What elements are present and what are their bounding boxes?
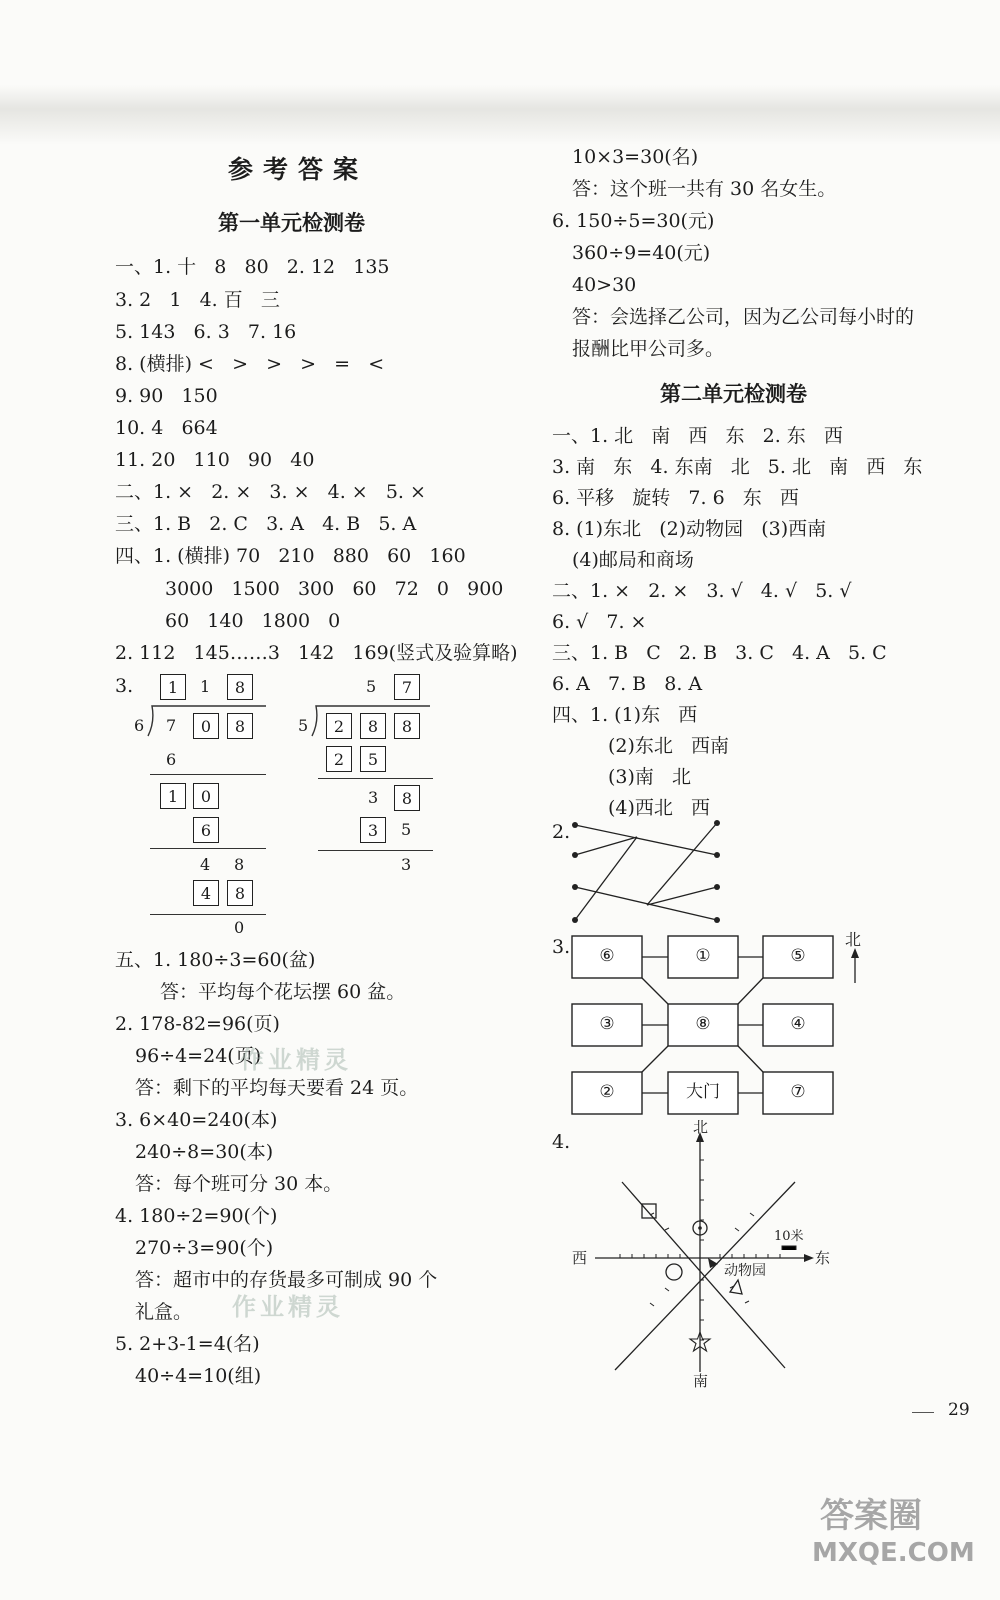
answer-line: 40>30	[572, 274, 637, 296]
page-number-dash	[912, 1412, 934, 1413]
quotient-digit-box: 7	[394, 674, 420, 700]
final-remainder: 0	[234, 918, 245, 937]
page-title: 参考答案	[228, 155, 369, 184]
compass-east-label: 东	[815, 1249, 831, 1267]
answer-line: 40÷4=10(组)	[135, 1365, 262, 1387]
answer-line: 四、1. (1)东 西	[552, 704, 698, 726]
quotient-digit-box: 1	[160, 674, 186, 700]
answer-line: 6. 150÷5=30(元)	[552, 210, 715, 232]
answer-line: 答：剩下的平均每天要看 24 页。	[135, 1077, 419, 1099]
answer-line: 二、1. × 2. × 3. √ 4. √ 5. √	[552, 580, 852, 602]
compass-north-label: 北	[693, 1120, 709, 1136]
dividend-digit-box: 2	[326, 713, 352, 739]
answer-line: 10. 4 664	[115, 417, 218, 439]
watermark-url-text: MXQE.COM	[812, 1538, 975, 1568]
remainder-digit: 3	[368, 788, 379, 807]
answer-line: 4. 180÷2=90(个)	[115, 1205, 278, 1227]
remainder-digit: 8	[234, 855, 245, 874]
answer-line: 答：每个班可分 30 本。	[135, 1173, 343, 1195]
map-cell-label: ③	[599, 1014, 615, 1034]
step-box: 3	[360, 817, 386, 843]
unit1-title: 第一单元检测卷	[218, 210, 365, 235]
answer-line: 96÷4=24(页)	[135, 1045, 262, 1067]
dividend-digit-box: 0	[193, 713, 219, 739]
answer-line: (3)南 北	[608, 766, 692, 788]
divisor: 5	[298, 716, 309, 735]
matching-lines-diagram	[565, 815, 735, 930]
division-rule	[318, 778, 433, 779]
answer-line: 2. 112 145……3 142 169(竖式及验算略)	[115, 642, 518, 664]
answer-line: 三、1. B 2. C 3. A 4. B 5. A	[115, 513, 417, 535]
remainder-digit: 4	[200, 855, 211, 874]
answer-line: 3. 6×40=240(本)	[115, 1109, 278, 1131]
question-label: 4.	[552, 1131, 571, 1153]
answer-line: 9. 90 150	[115, 385, 218, 407]
answer-line: 5. 143 6. 3 7. 16	[115, 321, 297, 343]
remainder-box: 1	[160, 783, 186, 809]
watermark-text: 作业精灵	[240, 1046, 352, 1074]
answer-line: 270÷3=90(个)	[135, 1237, 274, 1259]
divisor: 6	[134, 716, 145, 735]
step-digit: 5	[401, 820, 412, 839]
map-cell-label: ①	[695, 946, 711, 966]
compass-west-label: 西	[572, 1249, 588, 1267]
answer-line: 二、1. × 2. × 3. × 4. × 5. ×	[115, 481, 426, 503]
answer-line: (4)西北 西	[608, 797, 711, 819]
answer-line: 一、1. 十 8 80 2. 12 135	[115, 256, 390, 278]
question-label: 2.	[552, 821, 571, 843]
division-rule	[150, 914, 266, 915]
watermark-logo-text: 答案圈	[820, 1496, 922, 1536]
map-cell-label: ②	[599, 1082, 615, 1102]
division-rule	[150, 848, 266, 849]
answer-line: 3. 南 东 4. 东南 北 5. 北 南 西 东	[552, 456, 923, 478]
answer-line: 答：平均每个花坛摆 60 盆。	[160, 981, 406, 1003]
dividend-digit-box: 8	[360, 713, 386, 739]
map-cell-label: ⑧	[695, 1014, 711, 1034]
dividend-digit-box: 8	[227, 713, 253, 739]
map-cell-label: ④	[790, 1014, 806, 1034]
answer-line: 3.	[115, 675, 134, 697]
quotient-digit-box: 8	[227, 674, 253, 700]
compass-south-label: 南	[693, 1372, 709, 1390]
answer-line: 三、1. B C 2. B 3. C 4. A 5. C	[552, 642, 887, 664]
map-cell-label: ⑥	[599, 946, 615, 966]
remainder-box: 0	[193, 783, 219, 809]
answer-line: 6. 平移 旋转 7. 6 东 西	[552, 487, 799, 509]
division-rule	[150, 774, 266, 775]
answer-line: 60 140 1800 0	[165, 610, 341, 632]
answer-line: 360÷9=40(元)	[572, 242, 711, 264]
answer-line: 报酬比甲公司多。	[572, 338, 725, 360]
answer-line: 3. 2 1 4. 百 三	[115, 289, 280, 311]
dividend-digit-box: 8	[394, 713, 420, 739]
answer-line: 6. A 7. B 8. A	[552, 673, 703, 695]
answer-line: 四、1. (横排) 70 210 880 60 160	[115, 545, 466, 567]
step-box: 6	[193, 817, 219, 843]
step-box: 8	[227, 880, 253, 906]
answer-line: 礼盒。	[135, 1301, 193, 1323]
step-box: 5	[360, 746, 386, 772]
compass-diagram	[560, 1120, 850, 1390]
answer-line: 11. 20 110 90 40	[115, 449, 315, 471]
page-number: 29	[948, 1400, 970, 1420]
final-remainder: 3	[401, 855, 412, 874]
division-rule	[318, 850, 433, 851]
scale-label: 10米	[774, 1229, 804, 1244]
answer-line: 8. (横排) < > > > = <	[115, 353, 385, 375]
north-label: 北	[845, 930, 862, 949]
dividend-digit: 7	[166, 716, 177, 735]
answer-line: 2. 178-82=96(页)	[115, 1013, 280, 1035]
map-cell-label: 大门	[686, 1082, 720, 1102]
answer-line: 3000 1500 300 60 72 0 900	[165, 578, 504, 600]
answer-line: 答：会选择乙公司，因为乙公司每小时的	[572, 306, 915, 328]
answer-line: 240÷8=30(本)	[135, 1141, 274, 1163]
map-cell-label: ⑤	[790, 946, 806, 966]
answer-line: (2)东北 西南	[608, 735, 730, 757]
answer-line: 答：这个班一共有 30 名女生。	[572, 178, 837, 200]
scan-shadow-band	[0, 85, 1000, 145]
quotient-digit: 1	[200, 677, 211, 696]
step-box: 2	[326, 746, 352, 772]
answer-line: 8. (1)东北 (2)动物园 (3)西南	[552, 518, 827, 540]
answer-line: 10×3=30(名)	[572, 146, 699, 168]
step-number: 6	[166, 750, 177, 769]
step-box: 4	[193, 880, 219, 906]
answer-line: 6. √ 7. ×	[552, 611, 647, 633]
answer-line: 答：超市中的存货最多可制成 90 个	[135, 1269, 438, 1291]
watermark-text: 作业精灵	[232, 1293, 344, 1321]
zoo-label: 动物园	[724, 1263, 766, 1279]
answer-line: 五、1. 180÷3=60(盆)	[115, 949, 316, 971]
answer-line: (4)邮局和商场	[572, 549, 694, 571]
answer-line: 一、1. 北 南 西 东 2. 东 西	[552, 425, 843, 447]
question-label: 3.	[552, 936, 571, 958]
answer-line: 5. 2+3-1=4(名)	[115, 1333, 260, 1355]
remainder-box: 8	[394, 785, 420, 811]
map-cell-label: ⑦	[790, 1082, 806, 1102]
quotient-digit: 5	[366, 677, 377, 696]
unit2-title: 第二单元检测卷	[660, 381, 807, 406]
